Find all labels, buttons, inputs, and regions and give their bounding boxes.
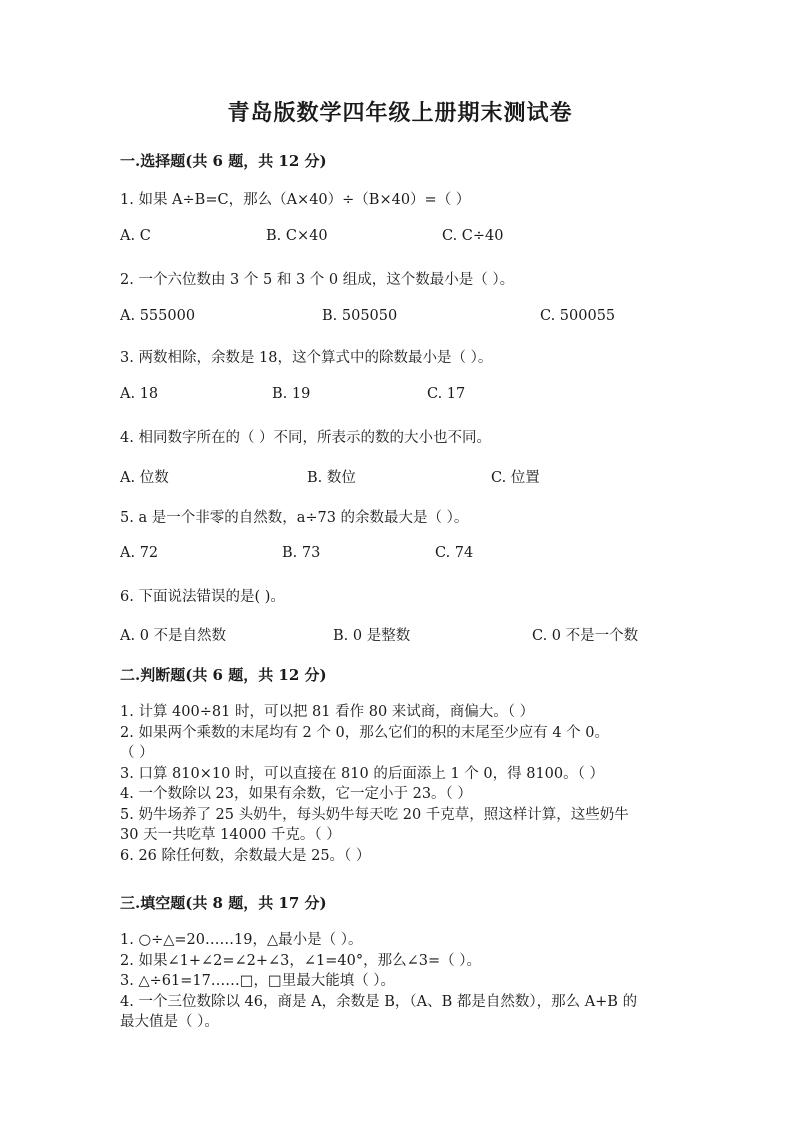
choice-q2-option-a: A. 555000: [120, 308, 196, 324]
choice-question-2: 2. 一个六位数由 3 个 5 和 3 个 0 组成，这个数最小是（ ）。: [120, 272, 515, 288]
judgment-line: 2. 如果两个乘数的末尾均有 2 个 0，那么它们的积的末尾至少应有 4 个 0。: [120, 724, 609, 741]
fill-blank-question-list: [120, 930, 680, 1033]
choice-question-3: 3. 两数相除，余数是 18，这个算式中的除数最小是（ ）。: [120, 350, 493, 366]
choice-q4-option-c: C. 位置: [491, 470, 540, 486]
choice-q3-option-a: A. 18: [120, 386, 159, 402]
fill-blank-line: 3. △÷61=17……□，□里最大能填（ ）。: [120, 973, 396, 989]
choice-question-5: 5. a 是一个非零的自然数，a÷73 的余数最大是（ ）。: [120, 510, 469, 526]
choice-q3-option-c: C. 17: [427, 386, 466, 402]
section-heading-choice: 一.选择题(共 6 题，共 12 分): [120, 152, 327, 170]
fill-blank-line: 4. 一个三位数除以 46，商是 A，余数是 B，（A、B 都是自然数），那么 A+B 的: [120, 993, 638, 1010]
judgment-line: 3. 口算 810×10 时，可以直接在 810 的后面添上 1 个 0，得 8100。（ ）: [120, 765, 604, 782]
choice-q1-option-a: A. C: [120, 228, 151, 244]
fill-blank-line: 最大值是（ ）。: [120, 1014, 219, 1030]
choice-q5-option-c: C. 74: [435, 545, 474, 561]
judgment-line: 6. 26 除任何数，余数最大是 25。（ ）: [120, 847, 371, 864]
judgment-line: （ ）: [120, 745, 154, 761]
choice-q2-option-b: B. 505050: [322, 308, 398, 324]
choice-question-4: 4. 相同数字所在的（ ）不同，所表示的数的大小也不同。: [120, 430, 492, 446]
choice-q4-option-b: B. 数位: [307, 470, 356, 486]
choice-q5-option-a: A. 72: [120, 545, 159, 561]
choice-question-6: 6. 下面说法错误的是( )。: [120, 589, 285, 605]
judgment-line: 1. 计算 400÷81 时，可以把 81 看作 80 来试商，商偏大。（ ）: [120, 704, 535, 720]
page-title: 青岛版数学四年级上册期末测试卷: [227, 100, 573, 126]
section-heading-judgment: 二.判断题(共 6 题，共 12 分): [120, 666, 327, 684]
choice-q5-option-b: B. 73: [282, 545, 321, 561]
fill-blank-line: 2. 如果∠1+∠2=∠2+∠3，∠1=40°，那么∠3=（ ）。: [120, 952, 481, 969]
judgment-line: 5. 奶牛场养了 25 头奶牛，每头奶牛每天吃 20 千克草，照这样计算，这些奶牛: [120, 806, 629, 823]
choice-question-1: 1. 如果 A÷B=C，那么（A×40）÷（B×40）=（ ）: [120, 192, 471, 208]
choice-q1-option-b: B. C×40: [266, 228, 328, 244]
choice-q4-option-a: A. 位数: [120, 470, 169, 486]
choice-q1-option-c: C. C÷40: [442, 228, 504, 244]
section-heading-fill-blank: 三.填空题(共 8 题，共 17 分): [120, 894, 327, 912]
choice-q6-option-c: C. 0 不是一个数: [532, 628, 639, 644]
judgment-question-list: [120, 702, 680, 866]
judgment-line: 30 天一共吃草 14000 千克。（ ）: [120, 827, 341, 843]
choice-q6-option-a: A. 0 不是自然数: [120, 628, 227, 644]
judgment-line: 4. 一个数除以 23，如果有余数，它一定小于 23。（ ）: [120, 786, 472, 802]
choice-q2-option-c: C. 500055: [540, 308, 616, 324]
choice-q6-option-b: B. 0 是整数: [333, 628, 411, 644]
fill-blank-line: 1. ○÷△=20……19，△最小是（ ）。: [120, 932, 363, 948]
choice-q3-option-b: B. 19: [272, 386, 311, 402]
